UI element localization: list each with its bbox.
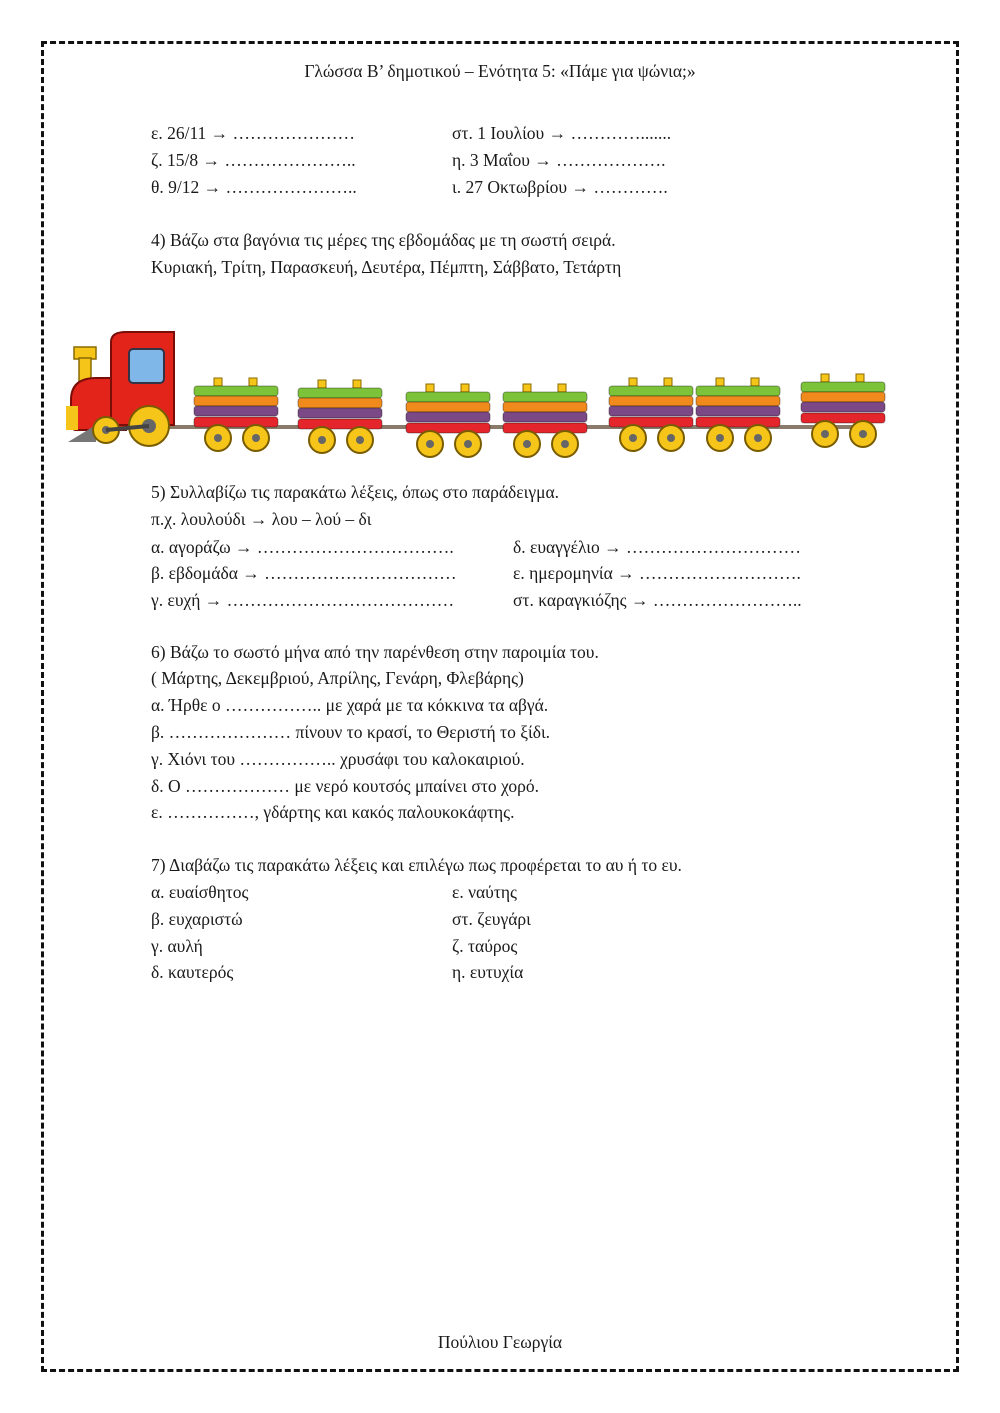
word-item: ζ. ταύρος [452, 936, 518, 956]
date-item: θ. 9/12 → ………………….. [151, 177, 357, 197]
train-wagon [406, 384, 490, 457]
proverb-line: γ. Χιόνι του …………….. χρυσάφι του καλοκαιριού. [151, 749, 525, 769]
train-wagon [609, 378, 693, 451]
date-item: ζ. 15/8 → ………………….. [151, 150, 356, 170]
word-item: ε. ναύτης [452, 882, 517, 902]
proverb-line: β. ………………… πίνουν το κρασί, το Θεριστή το ξίδι. [151, 722, 551, 742]
word-item: η. ευτυχία [452, 962, 524, 982]
syllable-item: ε. ημερομηνία → ………………………. [513, 563, 801, 583]
train-wagon [696, 378, 780, 451]
question-6-options: ( Μάρτης, Δεκεμβριού, Απρίλης, Γενάρη, Φλεβάρης) [151, 668, 524, 688]
date-item: ε. 26/11 → ………………… [151, 123, 356, 143]
word-item: α. ευαίσθητος [151, 882, 249, 902]
word-item: γ. αυλή [151, 936, 203, 956]
syllable-item: γ. ευχή → ………………………………… [151, 590, 455, 610]
question-5-instruction: 5) Συλλαβίζω τις παρακάτω λέξεις, όπως στο παράδειγμα. [151, 482, 560, 502]
date-item: στ. 1 Ιουλίου → …………....... [452, 123, 672, 143]
toy-train-illustration [66, 330, 896, 460]
syllable-item: β. εβδομάδα → …………………………… [151, 563, 457, 583]
question-7-instruction: 7) Διαβάζω τις παρακάτω λέξεις και επιλέγω πως προφέρεται το αυ ή το ευ. [151, 855, 682, 875]
question-6-instruction: 6) Βάζω το σωστό μήνα από την παρένθεση στην παροιμία του. [151, 642, 599, 662]
date-item: ι. 27 Οκτωβρίου → …………. [452, 177, 668, 197]
question-4-instruction: 4) Βάζω στα βαγόνια τις μέρες της εβδομάδας με τη σωστή σειρά. [151, 230, 616, 250]
train-wagon [801, 374, 885, 447]
word-item: β. ευχαριστώ [151, 909, 243, 929]
word-item: δ. καυτερός [151, 962, 234, 982]
train-wagon [503, 384, 587, 457]
syllable-item: στ. καραγκιόζης → …………………….. [513, 590, 802, 610]
proverb-line: ε. ……………, γδάρτης και κακός παλουκοκάφτης. [151, 802, 515, 822]
train-wagon [298, 380, 382, 453]
train-engine [66, 332, 174, 446]
syllable-item: δ. ευαγγέλιο → ………………………… [513, 537, 801, 557]
date-item: η. 3 Μαΐου → ………………. [452, 150, 666, 170]
syllable-item: α. αγοράζω → ……………………………. [151, 537, 454, 557]
proverb-line: α. Ήρθε ο …………….. με χαρά με τα κόκκινα τα αβγά. [151, 695, 549, 715]
page-header: Γλώσσα Β’ δημοτικού – Ενότητα 5: «Πάμε για ψώνια;» [304, 61, 696, 81]
page-footer-author: Πούλιου Γεωργία [437, 1332, 563, 1352]
train-wagon [194, 378, 278, 451]
word-item: στ. ζευγάρι [452, 909, 531, 929]
question-4-days: Κυριακή, Τρίτη, Παρασκευή, Δευτέρα, Πέμπτη, Σάββατο, Τετάρτη [151, 257, 622, 277]
proverb-line: δ. Ο ……………… με νερό κουτσός μπαίνει στο χορό. [151, 776, 539, 796]
question-5-example: π.χ. λουλούδι → λου – λού – δι [151, 509, 372, 529]
